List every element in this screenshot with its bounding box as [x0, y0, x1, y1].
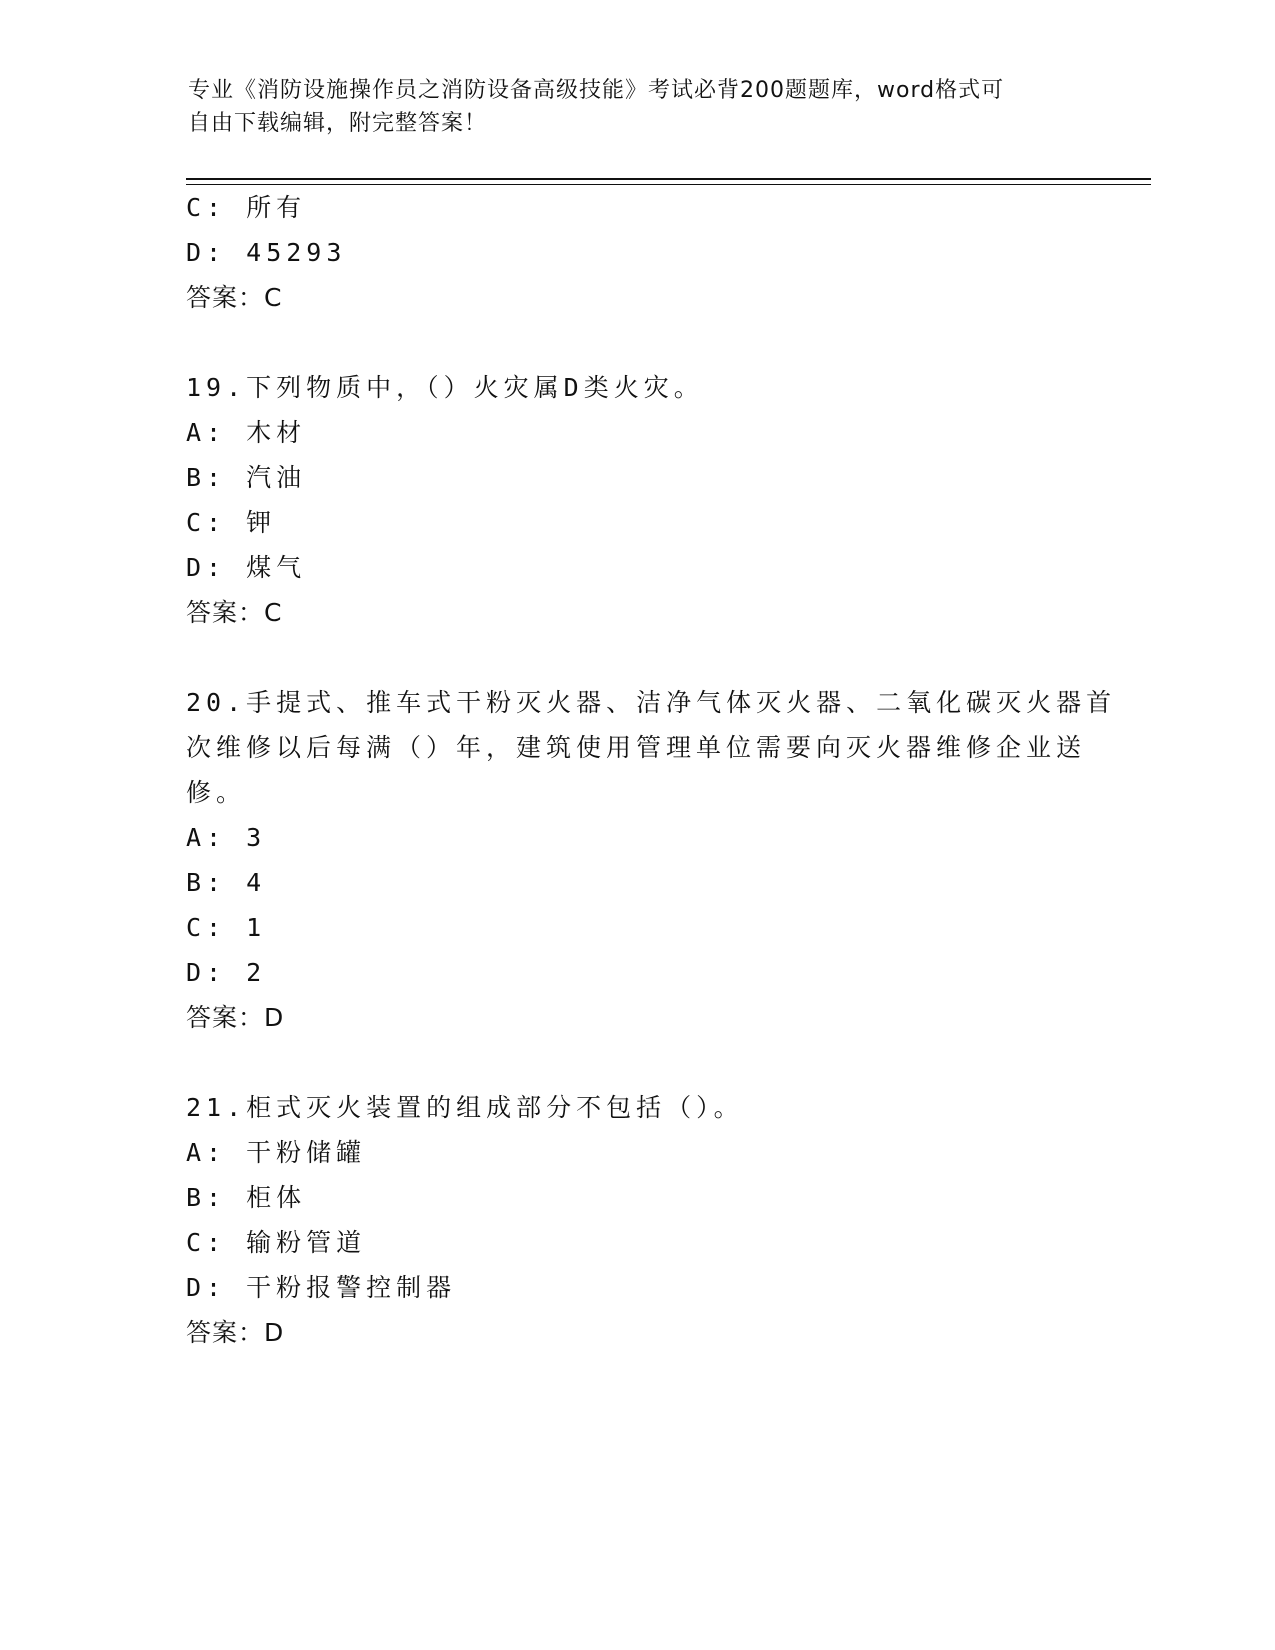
question-19-answer: 答案：C — [186, 598, 283, 627]
question-19-option-a: A: 木材 — [186, 418, 307, 447]
question-21-option-c: C: 输粉管道 — [186, 1228, 367, 1257]
question-21-option-b: B: 柜体 — [186, 1183, 307, 1212]
question-19-option-d: D: 煤气 — [186, 553, 307, 582]
answer: 答案：C — [186, 283, 283, 312]
header-divider — [186, 178, 1151, 185]
question-20-option-a: A: 3 — [186, 823, 267, 852]
question-19-option-c: C: 钾 — [186, 508, 277, 537]
question-20-option-b: B: 4 — [186, 868, 267, 897]
document-header — [188, 74, 1068, 140]
question-20-line-1: 20.手提式、推车式干粉灭火器、洁净气体灭火器、二氧化碳灭火器首 — [186, 688, 1117, 717]
question-19: 19.下列物质中，（）火灾属D类火灾。 — [186, 373, 704, 402]
question-20-line-2: 次维修以后每满（）年，建筑使用管理单位需要向灭火器维修企业送 — [186, 733, 1087, 762]
header-line-1: 专业《消防设施操作员之消防设备高级技能》考试必背200题题库，word格式可 — [188, 78, 1005, 103]
option-c: C: 所有 — [186, 193, 307, 222]
question-21-answer: 答案：D — [186, 1318, 285, 1347]
question-21: 21.柜式灭火装置的组成部分不包括（）。 — [186, 1093, 744, 1122]
question-21-option-a: A: 干粉储罐 — [186, 1138, 367, 1167]
question-21-option-d: D: 干粉报警控制器 — [186, 1273, 457, 1302]
question-20-line-3: 修。 — [186, 778, 247, 807]
question-20-option-d: D: 2 — [186, 958, 267, 987]
option-d: D: 45293 — [186, 238, 347, 267]
header-line-2: 自由下载编辑，附完整答案！ — [188, 111, 488, 136]
question-19-option-b: B: 汽油 — [186, 463, 307, 492]
question-20-answer: 答案：D — [186, 1003, 285, 1032]
question-20-option-c: C: 1 — [186, 913, 267, 942]
